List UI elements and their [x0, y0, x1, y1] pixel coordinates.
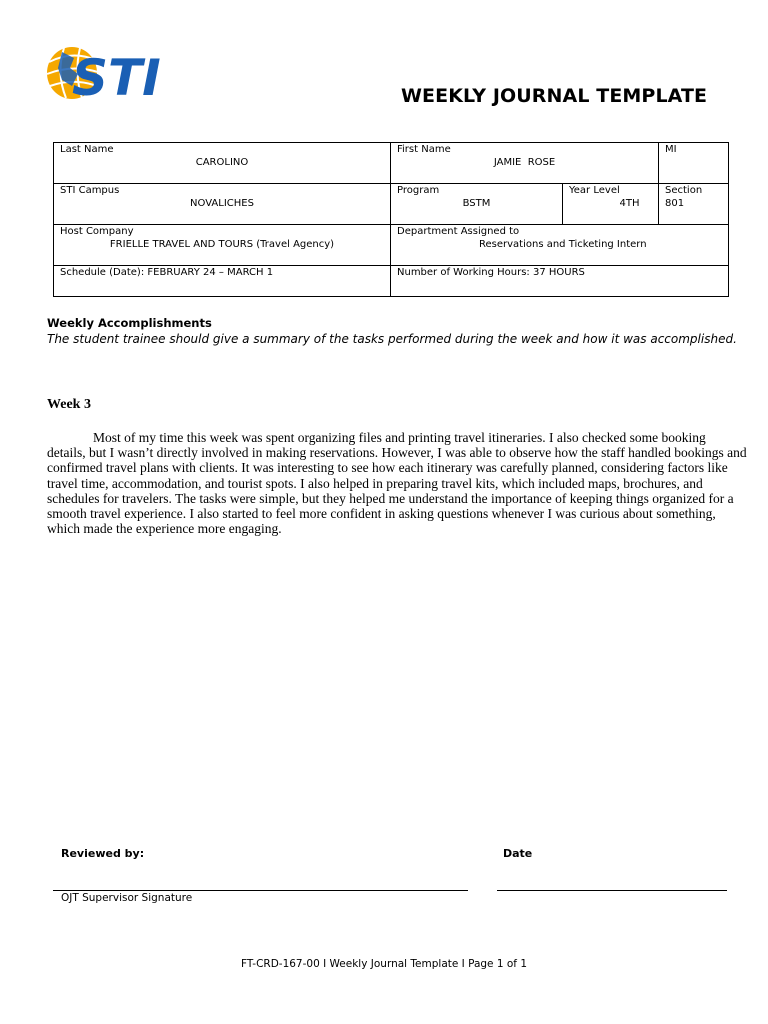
reviewed-by-label: Reviewed by:	[61, 847, 145, 860]
first-name-value: JAMIE ROSE	[493, 157, 556, 168]
journal-body: Most of my time this week was spent organizing files and printing travel itineraries. I also checked some booking details, but I wasn’t directly involved in making reservations. However, I was able to observe how the staff handled bookings and confirmed travel plans with clients. It was interesting to see how each itinerary was carefully planned, considering factors like travel time, accommodation, and tourist spots. I also helped in preparing travel kits, which included maps, brochures, and schedules for travelers. The tasks were simple, but they helped me understand the importance of keeping things organized for a smooth travel experience. I also started to feel more confident in asking questions whenever I was curious about something, which made the experience more engaging.	[47, 430, 747, 537]
section-value: 801	[665, 198, 685, 209]
section-cell	[659, 184, 729, 225]
mi-cell	[659, 143, 729, 184]
accomplishments-heading: Weekly Accomplishments	[47, 316, 212, 330]
accomplishments-instruction: The student trainee should give a summary of the tasks performed during the week and how it was accomplished.	[47, 332, 737, 346]
schedule-text: Schedule (Date): FEBRUARY 24 – MARCH 1	[60, 267, 274, 278]
department-value: Reservations and Ticketing Intern	[479, 239, 647, 250]
host-company-label: Host Company	[60, 226, 134, 237]
globe-icon	[44, 40, 178, 104]
first-name-label: First Name	[397, 144, 451, 155]
host-company-value: FRIELLE TRAVEL AND TOURS (Travel Agency)	[109, 239, 335, 250]
mi-label: MI	[665, 144, 677, 155]
first-name-cell	[391, 143, 659, 184]
last-name-value: CAROLINO	[195, 157, 249, 168]
program-cell	[391, 184, 563, 225]
sti-logo	[44, 40, 178, 104]
student-info-table	[53, 142, 729, 297]
logo-text: STI	[72, 49, 161, 104]
schedule-cell	[54, 266, 391, 297]
year-level-label: Year Level	[569, 185, 620, 196]
page-title: WEEKLY JOURNAL TEMPLATE	[401, 85, 708, 107]
host-company-cell	[54, 225, 391, 266]
working-hours-text: Number of Working Hours: 37 HOURS	[397, 267, 585, 278]
campus-label: STI Campus	[60, 185, 120, 196]
signature-line	[53, 890, 468, 891]
page-footer: FT-CRD-167-00 I Weekly Journal Template I Page 1 of 1	[240, 958, 528, 970]
last-name-cell	[54, 143, 391, 184]
date-line	[497, 890, 727, 891]
year-level-cell	[563, 184, 659, 225]
signature-label: OJT Supervisor Signature	[61, 892, 193, 904]
date-label: Date	[503, 847, 533, 860]
program-value: BSTM	[462, 198, 491, 209]
year-level-value: 4TH	[619, 198, 640, 209]
section-label: Section	[665, 185, 703, 196]
program-label: Program	[397, 185, 440, 196]
campus-value: NOVALICHES	[190, 198, 254, 209]
department-cell	[391, 225, 729, 266]
week-heading: Week 3	[47, 397, 91, 412]
last-name-label: Last Name	[60, 144, 114, 155]
working-hours-cell	[391, 266, 729, 297]
department-label: Department Assigned to	[397, 226, 520, 237]
campus-cell	[54, 184, 391, 225]
